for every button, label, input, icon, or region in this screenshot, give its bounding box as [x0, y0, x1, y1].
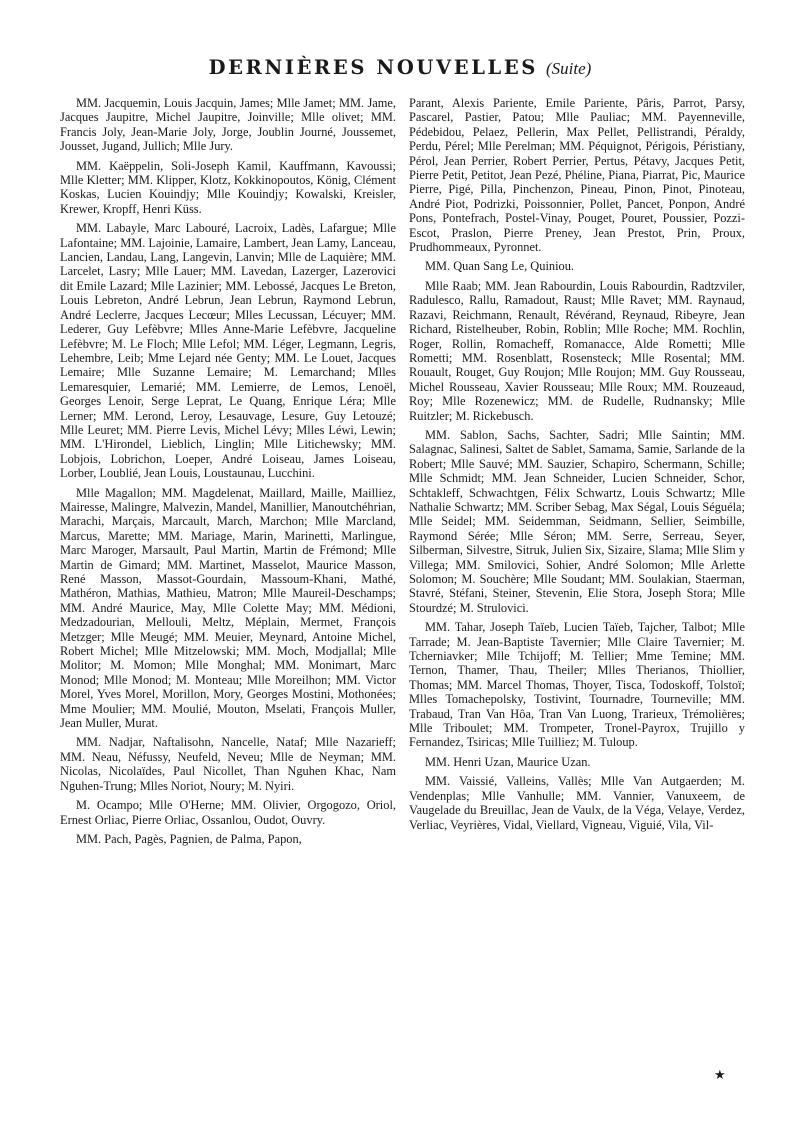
paragraph-s: MM. Sablon, Sachs, Sachter, Sadri; Mlle Saintin; MM. Salagnac, Salinesi, Saltet de Sablet, Samama, Samie, Sarlande de la Robert; Mlle Sauvé; MM. Sauzier, Schapiro, Schermann, Schille; Mlle Schmidt; MM. Jean Schneider, Lucien Schneider, Schor, Schtakleff, Schwachtgen, Félix Schwartz, Louis Schwartz; Mlle Nathalie Schwartz; MM. Scriber Sebag, Max Ségal, Louis Séguéla; Mlle Seidel; MM. Seidemman, Seidmann, Sellier, Seimbille, Raymond Sérée; Mlle Séron; MM. Serre, Serreau, Seyer, Silberman, Silvestre, Sitruk, Julien Six, Sizaire, Slama; Mlle Slim y Villega; MM. Smilovici, Sohier, André Solomon; Mlle Arlette Solomon; M. Souchère; Mlle Soudant; MM. Soulakian, Staerman, Stavré, Stéfani, Steiner, Stevenin, Elie Stora, Joseph Stora; Mlle Stourdzé; M. Strulovici.	[409, 427, 745, 615]
page-title: DERNIÈRES NOUVELLES	[208, 56, 538, 79]
paragraph-m: Mlle Magallon; MM. Magdelenat, Maillard, Maille, Mailliez, Mairesse, Malingre, Malvezin, Mandel, Manillier, Manoutchéhrian, Marachi, Marçais, Marcault, March, Marchon; Mlle Marcland, Marcus, Marette; MM. Mariage, Marin, Marinetti, Marlingue, Marc Maroger, Marsault, Paul Martin, Martin de Frémond; Mlle Martin de Gimard; MM. Martinet, Masselot, Maurice Masson, René Masson, Massot-Gourdain, Massoum-Khani, Mathé, Mathéron, Mathias, Mathieu, Matron; Mlle Maureil-Deschamps; MM. André Maurice, May, Mlle Colette May; MM. Médioni, Medzadourian, Mellouli, Meltz, Méplain, Mermet, François Metzger; Mlle Meugé; MM. Meuier, Meynard, Antoine Michel, Robert Michel; Mlle Mitzelowski; MM. Moch, Modjallal; Mlle Molitor; M. Momon; Mlle Monghal; MM. Monimart, Marc Monod; Mlle Monod; M. Monteau; Mlle Moreilhon; MM. Victor Morel, Yves Morel, Morillon, Mory, Georges Mostini, Mothonées; Mme Moulier; MM. Moulié, Mouton, Mselati, François Muller, Jean Muller, Murat.	[60, 485, 396, 731]
paragraph-p-cont: Parant, Alexis Pariente, Emile Pariente, Pâris, Parrot, Parsy, Pascarel, Pastier, Patou; Mlle Pauliac; MM. Payenneville, Pédebidou, Pelaez, Pellerin, Max Pellet, Pellistrandi, Péraldy, Perdu, Pérel; Mlle Perelman; MM. Péquignot, Périgois, Péristiany, Pérol, Jean Perrier, Robert Perrier, Pertus, Pétavy, Jacques Petit, Pierre Petit, Petitot, Jean Pezé, Phéline, Piana, Piarrat, Pic, Maurice Pierre, Pigé, Pilla, Pinchenzon, Pineau, Pinon, Pinot, Pinoteau, André Piot, Podrizki, Poissonnier, Pollet, Pancet, Ponpon, André Pons, Pontefrach, Postel-Vinay, Pouget, Pouret, Poussier, Pozzi-Escot, Praslon, Pierre Preney, Jean Prestot, Prin, Proux, Prudhommeaux, Pyronnet.	[409, 96, 745, 255]
paragraph-l: MM. Labayle, Marc Labouré, Lacroix, Ladès, Lafargue; Mlle Lafontaine; MM. Lajoinie, Lamaire, Lambert, Jean Lamy, Lanceau, Lancien, Landau, Lang, Langevin, Lanvin; Mlle de Laquière; MM. Larcelet, Lasry; Mlle Lauer; MM. Lavedan, Lazerger, Lazerovici dit Emile Lazard; Mlle Lazinier; MM. Lebossé, Jacques Le Breton, Louis Lebreton, André Lebrun, Jean Lebrun, Raymond Lebrun, André Leclerre, Jacques Lecœur; Mlles Lecussan, Lécuyer; MM. Lederer, Guy Lefèbvre; Mlles Anne-Marie Lefèbvre, Jacqueline Lefèbvre; M. Le Floch; Mlle Lefol; MM. Léger, Legmann, Legris, Lehembre, Leib; Mme Lejard née Genty; MM. Le Louet, Jacques Lemaire; Mlle Suzanne Lemaire; M. Lemarchand; Mlles Lemaresquier, Lemarié; MM. Lemierre, de Lemos, Lenoël, Georges Lenoir, Serge Leprat, Le Quang, Enrique Léra; Mlle Lerner; MM. Lerond, Leroy, Lesauvage, Lesure, Guy Letouzé; Mlle Leuret; MM. Pierre Levis, Michel Lévy; Mlles Léwi, Lewin; MM. L'Hirondel, Lieblich, Linglin; Mlle Litichewsky; MM. Lobjois, Lobrichon, Loeper, André Loiseau, James Loiseau, Lorber, Loublié, Jean Louis, Loustaunau, Lucchini.	[60, 221, 397, 481]
paragraph-j: MM. Jacquemin, Louis Jacquin, James; Mlle Jamet; MM. Jame, Jacques Jaupitre, Michel Jaupitre, Joinville; Mlle olivet; MM. Francis Joly, Jean-Marie Joly, Jorge, Joublin Journé, Joussemet, Jousset, Jugand, Jullich; Mlle Jury.	[60, 96, 396, 154]
left-column	[60, 96, 396, 851]
paragraph-t: MM. Tahar, Joseph Taïeb, Lucien Taïeb, Tajcher, Talbot; Mlle Tarrade; M. Jean-Baptiste Tavernier; Mlle Claire Tavernier; M. Tcherniavker; Mlle Tchijoff; M. Tellier; Mme Temine; MM. Ternon, Thamer, Thau, Theiler; Mlles Therianos, Thiollier, Thomas; MM. Marcel Thomas, Thoyer, Tisca, Todoskoff, Tolstoï; Mlles Tomachepolsky, Tostivint, Tournadre, Tourneville; MM. Trabaud, Tran Van Hôa, Tran Van Luong, Trarieux, Trémolières; Mlle Triboulet; MM. Trompeter, Tronel-Payrox, Trujillo y Fernandez, Tsiricas; Mlle Tuilliez; M. Tuloup.	[409, 620, 745, 750]
paragraph-r: Mlle Raab; MM. Jean Rabourdin, Louis Rabourdin, Radtzviler, Radulesco, Rallu, Ramadout, Raust; Mlle Ravet; MM. Raynaud, Razavi, Reichmann, Renault, Révérand, Reynaud, Ribeyre, Jean Richard, Ristelheuber, Robin, Roblin; Mlle Roche; MM. Rochlin, Roger, Rollin, Romacheff, Romanacce, Alde Rometti; Mlle Rometti; MM. Rosenblatt, Rosensteck; Mlle Rosental; MM. Rouault, Rouget, Guy Roujon; Mlle Roujon; MM. Guy Rousseau, Michel Rousseau, Xavier Rousseau; Mlle Roux; MM. Rouzeaud, Roy; Mlle Rozenewicz; MM. de Rudelle, Rudnansky; Mlle Ruitzler; M. Rickebusch.	[409, 278, 745, 423]
paragraph-u: MM. Henri Uzan, Maurice Uzan.	[425, 754, 591, 769]
paragraph-q: MM. Quan Sang Le, Quiniou.	[425, 259, 575, 274]
paragraph-v: MM. Vaissié, Valleins, Vallès; Mlle Van Autgaerden; M. Vendenplas; Mlle Vanhulle; MM. Vannier, Vanuxeem, de Vaugelade du Breuillac, Jean de Vaulx, de la Véga, Velaye, Verdez, Verliac, Veyrières, Vidal, Viellard, Vigneau, Viguié, Vila, Vil-	[409, 774, 745, 832]
paragraph-p-start: MM. Pach, Pagès, Pagnien, de Palma, Papon,	[76, 831, 302, 846]
page-header	[0, 56, 800, 79]
paragraph-k: MM. Kaëppelin, Soli-Joseph Kamil, Kauffmann, Kavoussi; Mlle Kletter; MM. Klipper, Klotz, Kokkinopoutos, König, Clément Koskas, Lucien Kouindjy; Mlle Kouindjy; Kowalski, Kreisler, Krewer, Kropff, Henri Küss.	[60, 158, 396, 216]
right-column	[409, 96, 745, 837]
footer-star-mark: ★	[714, 1068, 726, 1083]
page-subtitle: (Suite)	[545, 59, 592, 78]
paragraph-n: MM. Nadjar, Naftalisohn, Nancelle, Nataf; Mlle Nazarieff; MM. Neau, Néfussy, Neufeld, Neveu; Mlle de Neyman; MM. Nicolas, Nicolaïdes, Paul Nicollet, Than Nguhen Khac, Nam Nguhen-Trung; Mlles Noriot, Noury; M. Nyiri.	[60, 735, 396, 793]
paragraph-o: M. Ocampo; Mlle O'Herne; MM. Olivier, Orgogozo, Oriol, Ernest Orliac, Pierre Orliac, Ossanlou, Oudot, Ouvry.	[60, 798, 396, 827]
